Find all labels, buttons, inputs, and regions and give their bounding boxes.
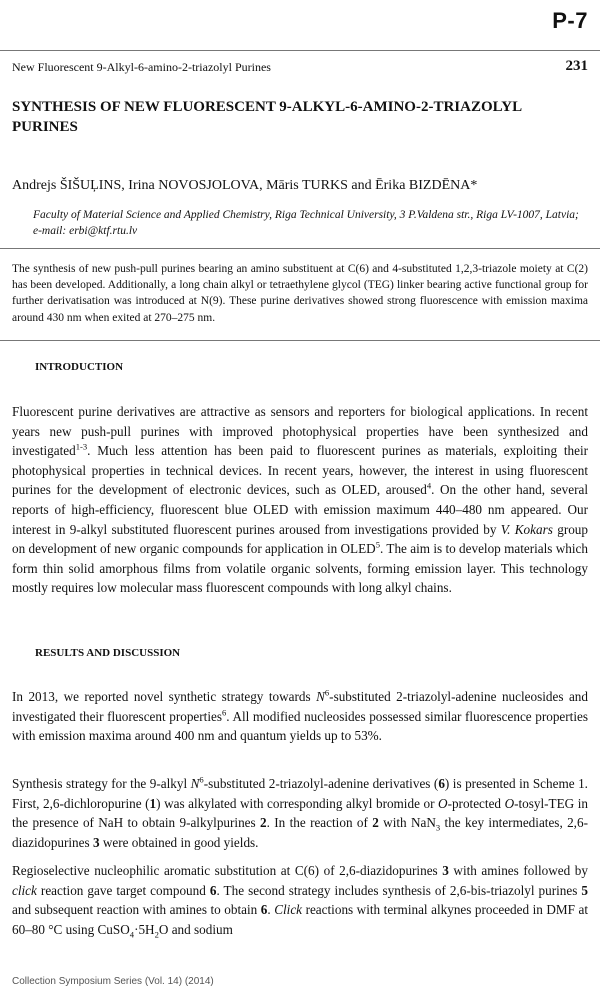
page-code: P-7 <box>552 8 588 33</box>
running-head: New Fluorescent 9-Alkyl-6-amino-2-triazolyl Purines <box>12 60 271 74</box>
section-heading-introduction: INTRODUCTION <box>35 361 124 373</box>
abstract-bottom-rule <box>0 340 600 341</box>
section-heading-results: RESULTS AND DISCUSSION <box>35 647 181 659</box>
results-paragraph-1: In 2013, we reported novel synthetic strategy towards $N^6$-substituted 2-triazolyl-adenine nucleosides and investigated their fluorescent properties$^6$. All modified nucleosides possessed similar fluorescence properties with emission maxima around 400 nm and quantum yields up to 53%. <box>12 687 588 744</box>
authors: Andrejs ŠIŠUĻINS, Irina NOVOSJOLOVA, Māris TURKS and Ērika BIZDĒNA* <box>12 178 478 193</box>
abstract-top-rule <box>0 248 600 249</box>
page-number: 231 <box>565 58 588 74</box>
citation: 6 <box>221 707 227 718</box>
abstract: The synthesis of new push-pull purines bearing an amino substituent at C(6) and 4-substituted 1,2,3-triazole moiety at C(2) has been developed. Additionally, a long chain alkyl or tetraethylene glycol (TEG) linker bearing active functional group for further derivatisation was introduced at N(9). These purine derivatives showed strong fluorescence with emission maxima around 430 nm when exited at 270–275 nm. <box>12 263 588 324</box>
citation: 4 <box>426 480 432 491</box>
results-paragraph-3: Regioselective nucleophilic aromatic substitution at C(6) of 2,6-diazidopurines 3 with amines followed by click reaction gave target compound 6. The second strategy includes synthesis of 2,6-bis-triazolyl purines 5 and subsequent reaction with amines to obtain 6. Click reactions with terminal alkynes proceeded in DMF at 60–80 °C using $CuSO_4\cdot 5H_2O$ and sodium <box>12 863 589 940</box>
introduction-paragraph: Fluorescent purine derivatives are attractive as sensors and reporters for biological applications. In recent years new push-pull purines with improved photophysical properties have been synthesized and investigated$^{1-3}$. Much less attention has been paid to fluorescent purines as materials, exploiting their photophysical properties in technical devices. In recent years, however, the interest in using fluorescent purines for the development of electronic devices, such as OLED, aroused$^4$. On the other hand, several reports of high-efficiency, fluorescent blue OLED with emission maximum 440–480 nm appeared. Our interest in 9-alkyl substituted fluorescent purines aroused from investigations provided by V. Kokars group on development of new organic compounds for application in OLED$^5$. The aim is to develop materials which form thin solid amorphous films from volatile organic solvents, forming emission layer. This technology mostly requires low molecular mass fluorescent compounds with long alkyl chains. <box>12 404 588 596</box>
citation: 1-3 <box>75 441 88 452</box>
paper-title: SYNTHESIS OF NEW FLUORESCENT 9-ALKYL-6-AMINO-2-TRIAZOLYL PURINES <box>12 99 522 135</box>
page-footer: Collection Symposium Series (Vol. 14) (2014) <box>12 976 214 987</box>
header-rule <box>0 50 600 51</box>
citation: 5 <box>375 539 380 550</box>
affiliation: Faculty of Material Science and Applied Chemistry, Riga Technical University, 3 P.Valdena str., Riga LV-1007, Latvia; e-mail: erbi@ktf.rtu.lv <box>33 209 579 237</box>
results-paragraph-2: Synthesis strategy for the 9-alkyl $N^6$-substituted 2-triazolyl-adenine derivatives (6) is presented in Scheme 1. First, 2,6-dichloropurine (1) was alkylated with corresponding alkyl bromide or O-protected O-tosyl-TEG in the presence of NaH to obtain 9-alkylpurines 2. In the reaction of 2 with NaN$_3$ the key intermediates, 2,6-diazidopurines 3 were obtained in good yields. <box>12 774 588 850</box>
